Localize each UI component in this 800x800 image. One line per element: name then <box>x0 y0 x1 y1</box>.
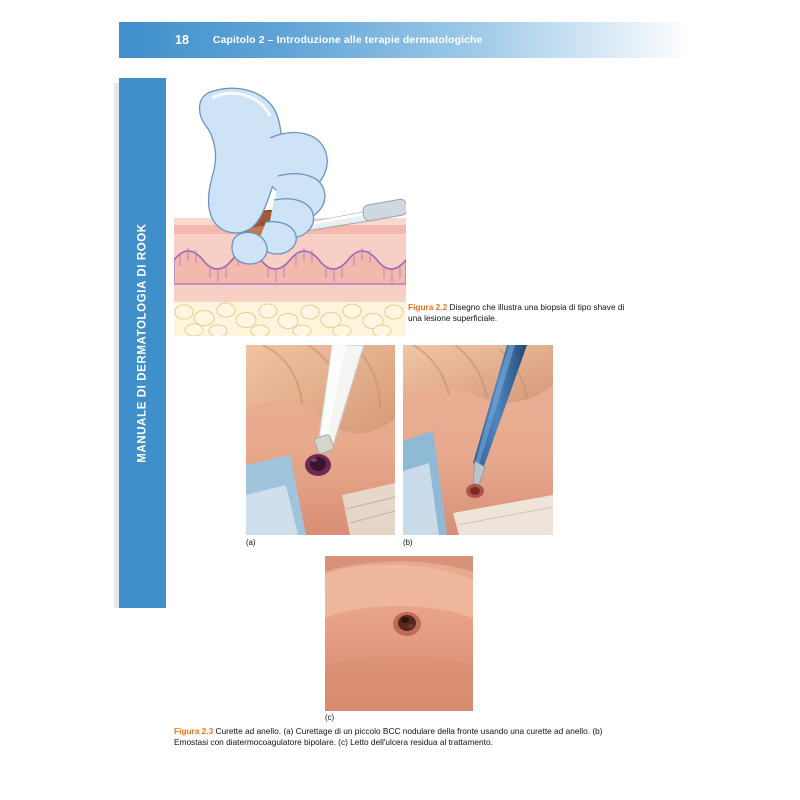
figure-2-2-caption-text: Disegno che illustra una biopsia di tipo shave di una lesione superficiale. <box>408 302 625 323</box>
sidebar-running-title-label: MANUALE DI DERMATOLOGIA DI ROOK <box>136 223 149 463</box>
figure-2-3-photo-a <box>246 345 395 535</box>
figure-2-3-letter-c: (c) <box>325 713 335 722</box>
figure-2-3-letter-b: (b) <box>403 538 413 547</box>
figure-2-3-letter-a: (a) <box>246 538 256 547</box>
shave-biopsy-illustration <box>174 84 406 336</box>
figure-2-3-label: Figura 2.3 <box>174 726 214 736</box>
figure-2-3-caption <box>174 726 634 748</box>
sidebar-running-title <box>119 78 166 608</box>
figure-2-2-caption <box>408 302 632 324</box>
page-header <box>119 22 691 58</box>
figure-2-3-photo-b <box>403 345 553 535</box>
figure-2-3-photo-c <box>325 556 473 711</box>
figure-2-2-label: Figura 2.2 <box>408 302 448 312</box>
page-number: 18 <box>175 33 189 47</box>
figure-2-3-caption-text: Curette ad anello. (a) Curettage di un piccolo BCC nodulare della fronte usando una curette ad anello. (b) Emostasi con diatermocoagulatore bipolare. (c) Letto dell'ulcera residua al trattamento. <box>174 726 603 748</box>
chapter-title: Capitolo 2 – Introduzione alle terapie dermatologiche <box>212 34 483 46</box>
